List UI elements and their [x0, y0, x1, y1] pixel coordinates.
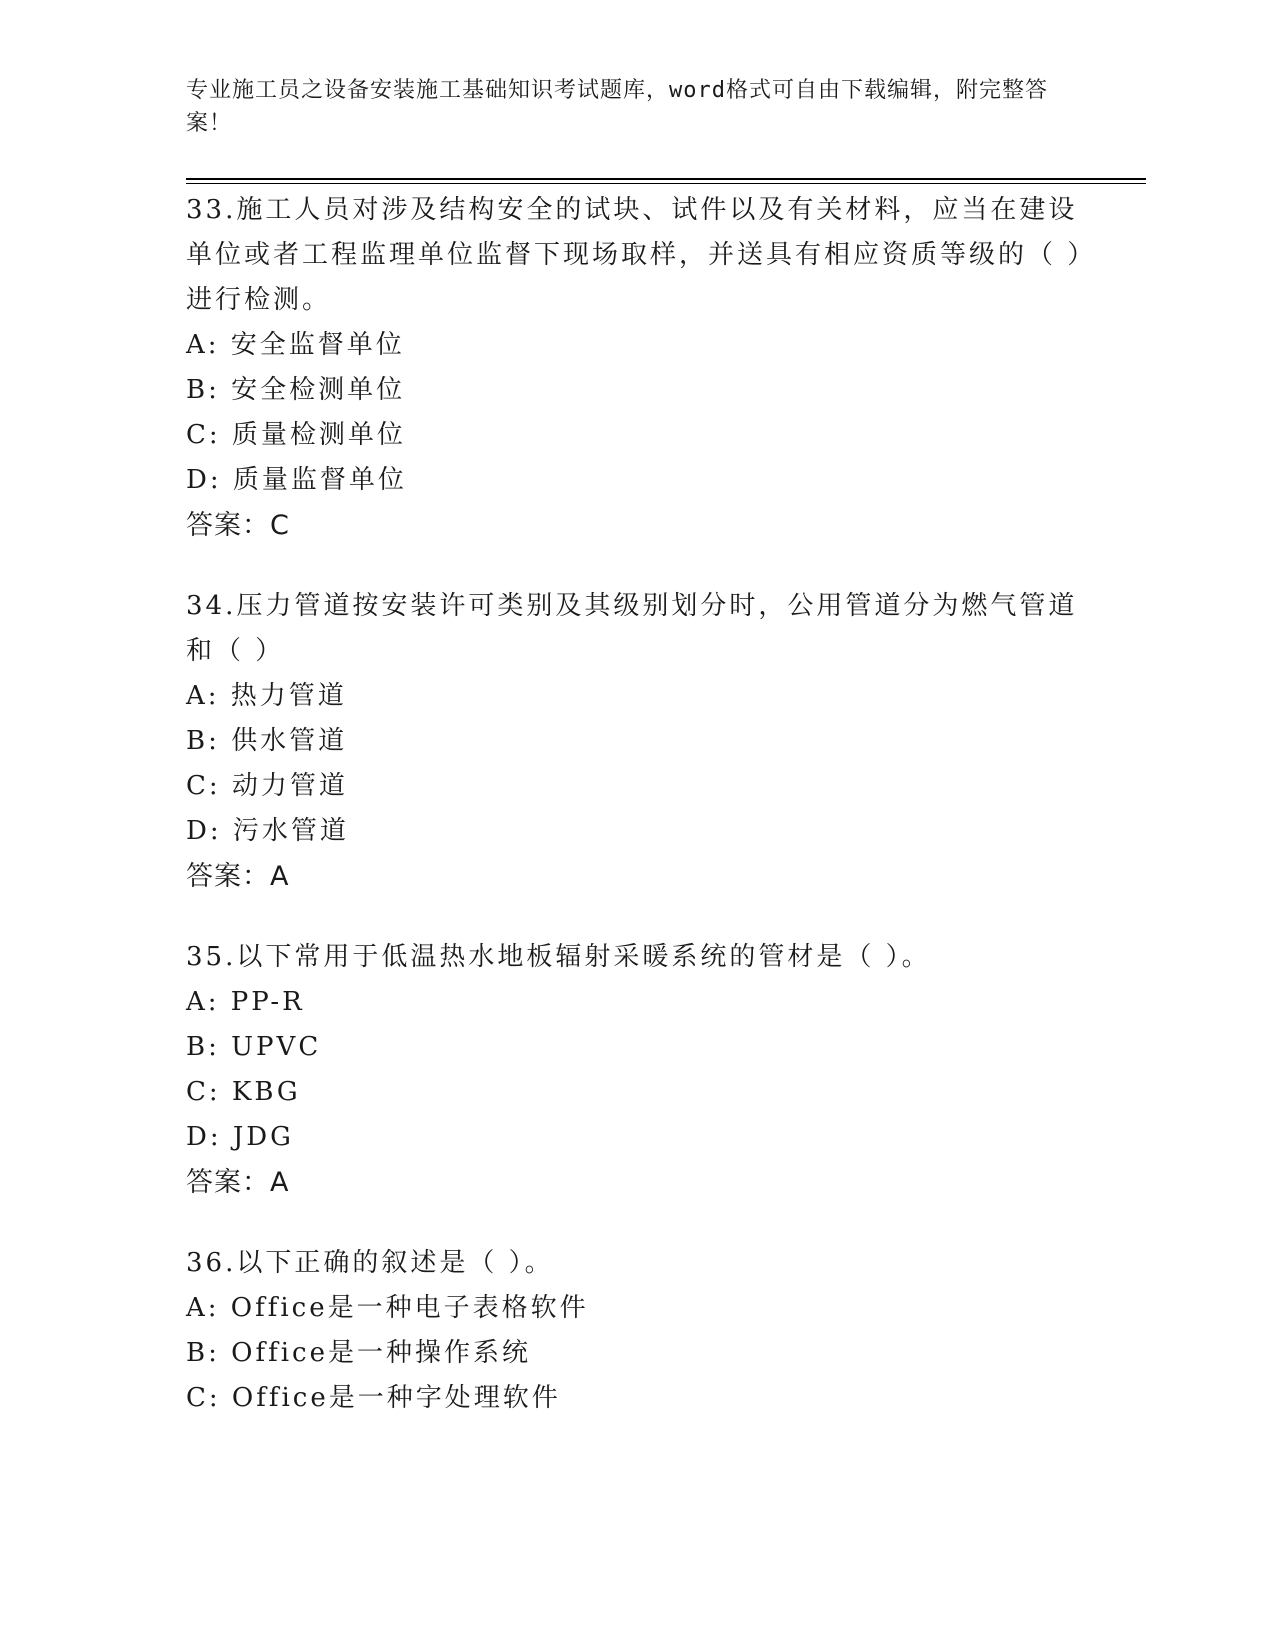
option-b: B: UPVC: [186, 1032, 322, 1062]
option-b: B: 供水管道: [186, 726, 348, 756]
option-c: C: 动力管道: [186, 771, 348, 801]
option-d: D: 污水管道: [186, 816, 349, 846]
question-36: [186, 1241, 1086, 1421]
option-b: B: 安全检测单位: [186, 375, 406, 405]
question-text: 36.以下正确的叙述是（ ）。: [186, 1248, 554, 1278]
question-35: [186, 935, 1086, 1205]
document-header: 专业施工员之设备安装施工基础知识考试题库，word格式可自由下载编辑，附完整答案！: [186, 78, 1048, 136]
option-a: A: 热力管道: [186, 681, 347, 711]
option-d: D: JDG: [186, 1122, 294, 1152]
answer-text: 答案：A: [186, 861, 290, 892]
question-33: [186, 188, 1086, 548]
option-a: A: PP-R: [186, 987, 305, 1017]
option-d: D: 质量监督单位: [186, 465, 407, 495]
option-b: B: Office是一种操作系统: [186, 1338, 531, 1368]
question-list: [186, 188, 1086, 1457]
answer-text: 答案：C: [186, 510, 290, 541]
question-34: [186, 584, 1086, 899]
header-divider-thick: [186, 178, 1146, 180]
answer-text: 答案：A: [186, 1167, 290, 1198]
question-text: 35.以下常用于低温热水地板辐射采暖系统的管材是（ ）。: [186, 942, 931, 972]
option-c: C: Office是一种字处理软件: [186, 1383, 561, 1413]
header-divider-thin: [186, 183, 1146, 184]
option-a: A: Office是一种电子表格软件: [186, 1293, 589, 1323]
option-a: A: 安全监督单位: [186, 330, 405, 360]
option-c: C: 质量检测单位: [186, 420, 406, 450]
question-text: 34.压力管道按安装许可类别及其级别划分时，公用管道分为燃气管道和（ ）: [186, 591, 1078, 666]
option-c: C: KBG: [186, 1077, 301, 1107]
question-text: 33.施工人员对涉及结构安全的试块、试件以及有关材料，应当在建设单位或者工程监理单位监督下现场取样，并送具有相应资质等级的（ ）进行检测。: [186, 195, 1084, 315]
